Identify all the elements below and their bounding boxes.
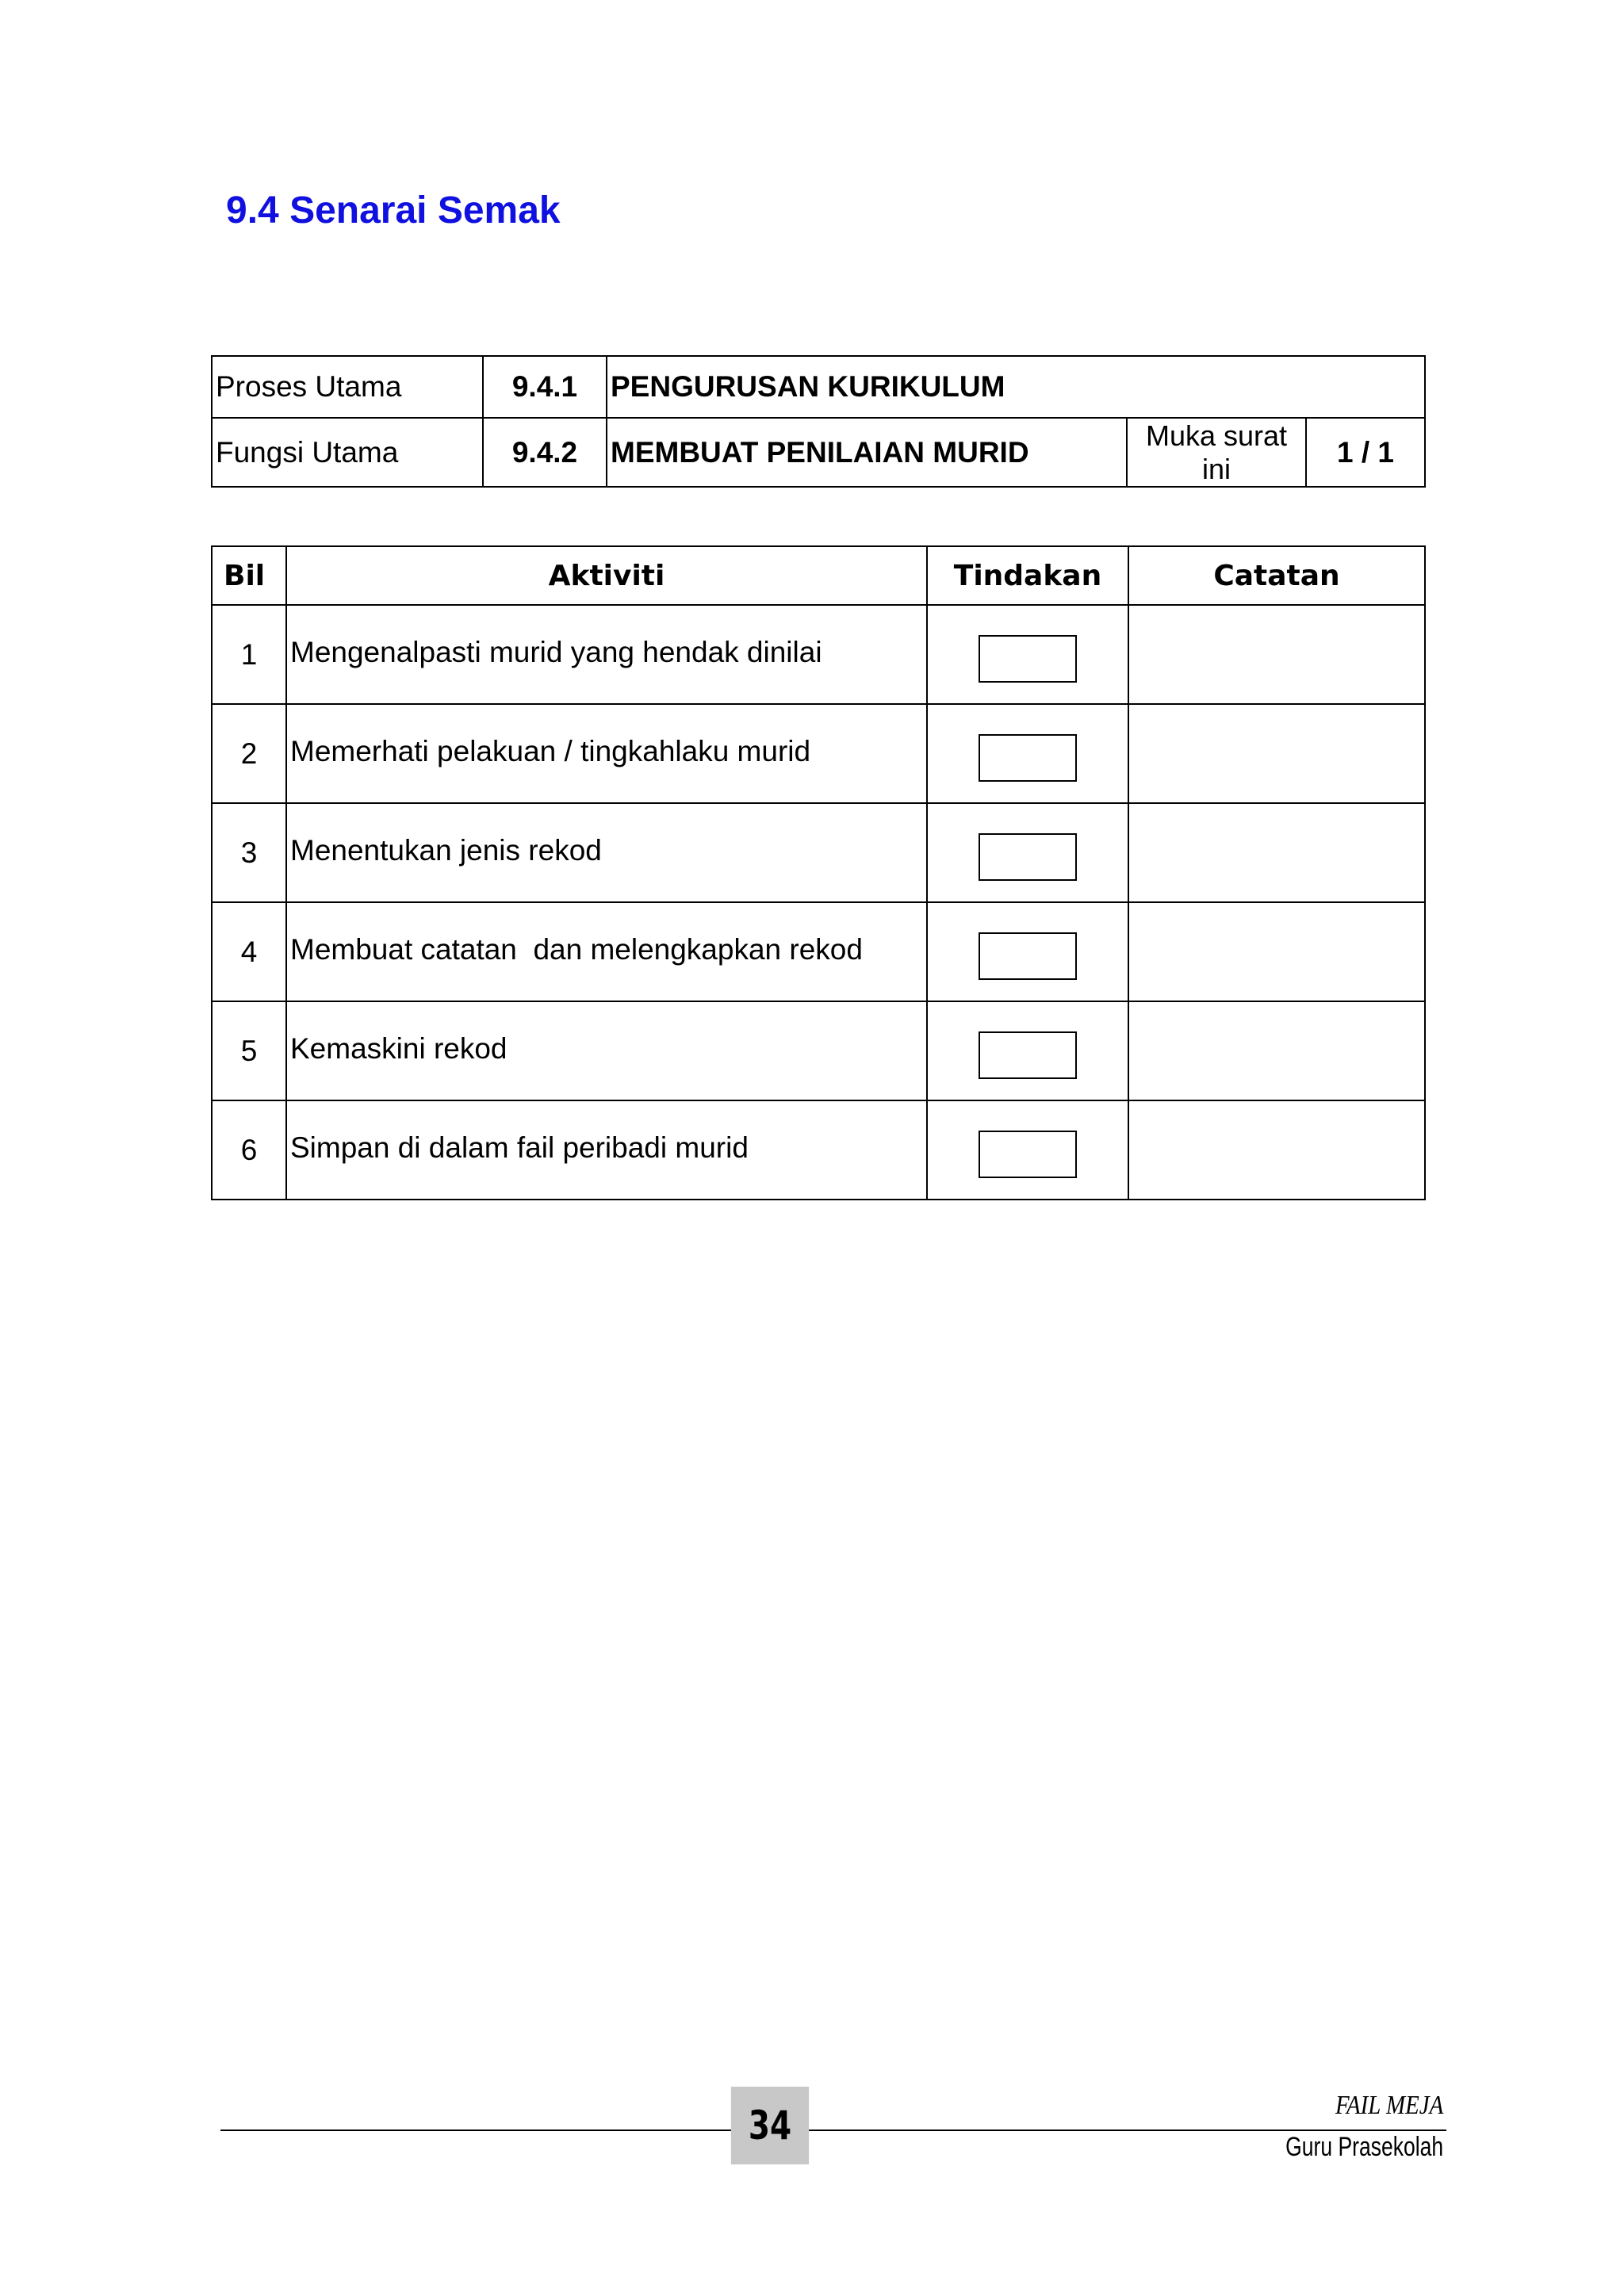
row-number: 3 [212, 803, 286, 902]
action-cell [927, 1100, 1128, 1200]
notes-cell[interactable] [1128, 704, 1425, 803]
row-number: 1 [212, 605, 286, 704]
process-header-table [211, 355, 1426, 488]
action-checkbox[interactable] [979, 635, 1077, 683]
checklist-row [212, 1001, 1425, 1100]
action-checkbox[interactable] [979, 833, 1077, 881]
checklist-row [212, 1100, 1425, 1200]
checklist-table [211, 545, 1426, 1200]
column-header-aktiviti: Aktiviti [286, 546, 927, 605]
activity-text: Simpan di dalam fail peribadi murid [286, 1100, 927, 1200]
action-checkbox[interactable] [979, 734, 1077, 782]
row-number: 6 [212, 1100, 286, 1200]
column-header-tindakan: Tindakan [927, 546, 1128, 605]
action-cell [927, 803, 1128, 902]
row-number: 2 [212, 704, 286, 803]
column-header-bil: Bil [212, 546, 286, 605]
process-code: 9.4.1 [483, 356, 607, 418]
activity-text: Mengenalpasti murid yang hendak dinilai [286, 605, 927, 704]
checklist-row [212, 803, 1425, 902]
action-cell [927, 704, 1128, 803]
notes-cell[interactable] [1128, 803, 1425, 902]
activity-text: Membuat catatan dan melengkapkan rekod [286, 902, 927, 1001]
process-label: Proses Utama [212, 356, 483, 418]
footer-document-name: FAIL MEJA [1335, 2091, 1443, 2120]
page-label: Muka surat ini [1127, 418, 1306, 487]
checklist-row [212, 605, 1425, 704]
checklist-row [212, 704, 1425, 803]
function-title: MEMBUAT PENILAIAN MURID [607, 418, 1127, 487]
column-header-catatan: Catatan [1128, 546, 1425, 605]
section-title: 9.4 Senarai Semak [226, 189, 561, 232]
process-title: PENGURUSAN KURIKULUM [607, 356, 1425, 418]
function-label: Fungsi Utama [212, 418, 483, 487]
notes-cell[interactable] [1128, 605, 1425, 704]
activity-text: Kemaskini rekod [286, 1001, 927, 1100]
process-row [212, 356, 1425, 418]
notes-cell[interactable] [1128, 902, 1425, 1001]
page-value: 1 / 1 [1306, 418, 1425, 487]
activity-text: Memerhati pelakuan / tingkahlaku murid [286, 704, 927, 803]
action-cell [927, 1001, 1128, 1100]
footer-role: Guru Prasekolah [1285, 2132, 1443, 2162]
row-number: 5 [212, 1001, 286, 1100]
page-number: 34 [731, 2087, 809, 2164]
notes-cell[interactable] [1128, 1100, 1425, 1200]
action-checkbox[interactable] [979, 1131, 1077, 1178]
checklist-row [212, 902, 1425, 1001]
action-checkbox[interactable] [979, 1031, 1077, 1079]
notes-cell[interactable] [1128, 1001, 1425, 1100]
action-checkbox[interactable] [979, 932, 1077, 980]
function-row [212, 418, 1425, 487]
action-cell [927, 605, 1128, 704]
action-cell [927, 902, 1128, 1001]
checklist-header-row [212, 546, 1425, 605]
function-code: 9.4.2 [483, 418, 607, 487]
activity-text: Menentukan jenis rekod [286, 803, 927, 902]
row-number: 4 [212, 902, 286, 1001]
footer-divider [220, 2130, 1446, 2131]
